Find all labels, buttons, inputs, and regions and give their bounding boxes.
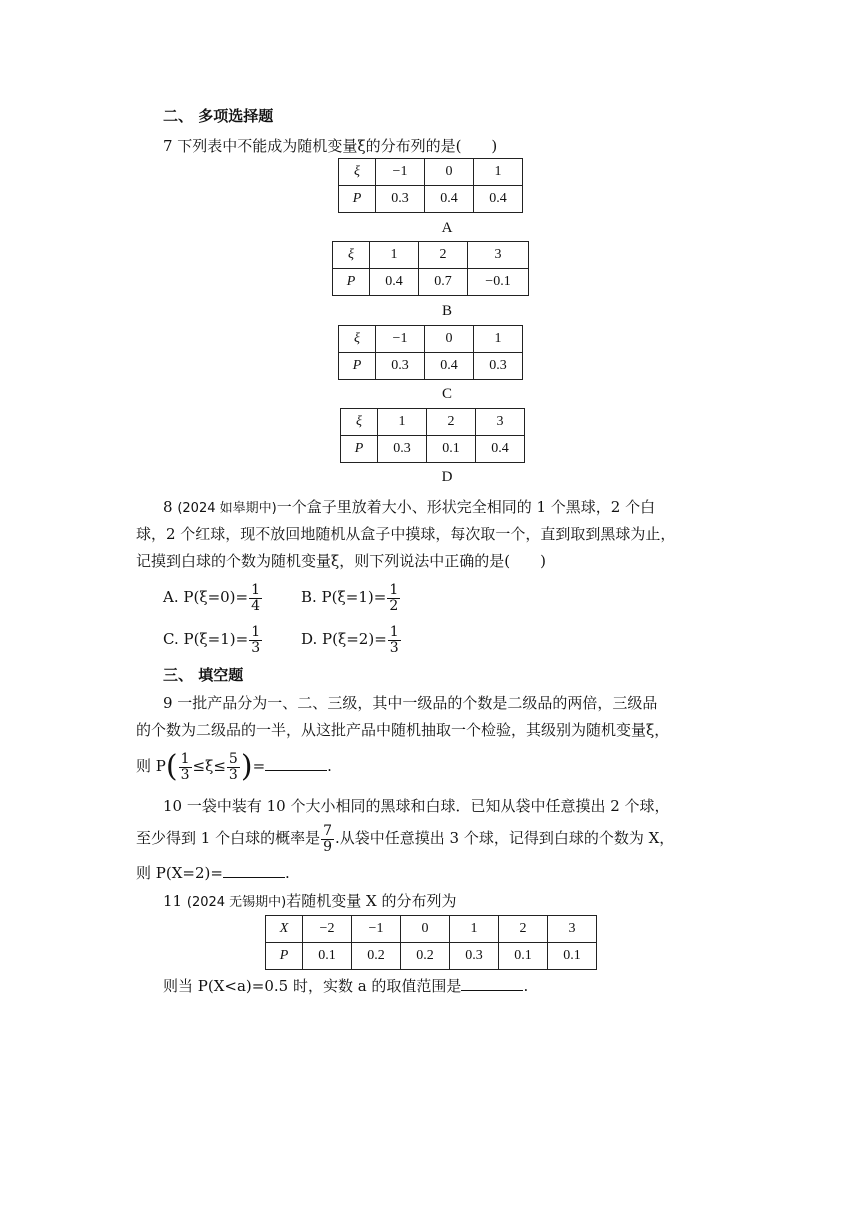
option-8a [163,580,263,614]
table-cell: 0.3 [450,943,499,970]
table-cell: 0.3 [376,186,425,213]
table-cell: 0.7 [419,269,468,296]
section-title-fill-in: 三、 填空题 [163,666,244,684]
fraction [249,625,262,656]
table-cell: 1 [474,159,523,186]
table-cell: 1 [378,409,427,436]
text: 则当 P(X<a)=0.5 时，实数 a 的取值范围是 [163,977,462,995]
option-label: C. P(ξ=1)= [163,630,249,648]
table-cell: −1 [352,916,401,943]
table-option-b [332,241,529,296]
question-11-stem [163,891,456,913]
question-source: (2024 如皋期中) [177,501,277,516]
table-cell: P [333,269,370,296]
table-cell: 2 [419,242,468,269]
table-cell: 3 [476,409,525,436]
text: .从袋中任意摸出 3 个球，记得到白球的个数为 X， [335,829,675,847]
numerator: 1 [251,581,261,598]
table-cell: 2 [499,916,548,943]
question-text: 若随机变量 X 的分布列为 [286,892,457,910]
question-source: (2024 无锡期中) [186,895,287,910]
table-cell: 0.4 [425,353,474,380]
fraction-upper [227,752,240,783]
option-8d [301,622,402,656]
denominator: 4 [251,597,261,614]
option-8c [163,622,263,656]
table-cell: 1 [370,242,419,269]
table-cell: 0 [425,159,474,186]
table-option-a [338,158,523,213]
table-cell: −1 [376,159,425,186]
fraction [387,583,400,614]
question-8-line-3: 记摸到白球的个数为随机变量ξ，则下列说法中正确的是( ) [136,552,546,570]
question-9-line-2: 的个数为二级品的一半，从这批产品中随机抽取一个检验，其级别为随机变量ξ， [136,721,670,739]
denominator: 9 [323,838,333,855]
table-cell: 0.1 [303,943,352,970]
table-cell: 0.4 [370,269,419,296]
question-number: 8 [163,498,173,516]
section-title-multiple-choice: 二、 多项选择题 [163,107,274,125]
caption-c: C [441,386,452,402]
table-option-c [338,325,523,380]
fraction [388,625,401,656]
table-cell: 0.2 [401,943,450,970]
table-cell: 0.4 [474,186,523,213]
table-cell: 0 [425,326,474,353]
answer-blank[interactable] [461,976,523,991]
denominator: 3 [251,639,261,656]
equals: = [252,757,266,775]
table-cell: 3 [468,242,529,269]
table-cell: 0.3 [376,353,425,380]
table-cell: 1 [450,916,499,943]
table-option-d [340,408,525,463]
table-cell: 0.2 [352,943,401,970]
option-label: D. P(ξ=2)= [301,630,387,648]
table-cell: 3 [548,916,597,943]
question-number: 11 [163,892,183,910]
fraction [321,824,334,855]
numerator: 1 [389,581,399,598]
table-cell: P [339,186,376,213]
table-q11 [265,915,597,970]
question-8-line-1 [163,497,655,519]
caption-a: A [441,220,453,236]
question-10-line-1: 10 一袋中装有 10 个大小相同的黑球和白球．已知从袋中任意摸出 2 个球， [163,797,670,815]
table-cell: X [266,916,303,943]
text: 至少得到 1 个白球的概率是 [136,829,321,847]
table-cell: P [339,353,376,380]
table-cell: 2 [427,409,476,436]
prob-prefix: 则 P [136,757,166,775]
table-cell: ξ [339,159,376,186]
table-cell: 0.1 [427,436,476,463]
period: . [284,864,290,882]
option-8b [301,580,401,614]
table-cell: ξ [341,409,378,436]
table-cell: ξ [333,242,370,269]
table-cell: P [341,436,378,463]
caption-b: B [441,303,452,319]
denominator: 3 [389,639,399,656]
period: . [327,757,332,775]
question-text: 一个盒子里放着大小、形状完全相同的 1 个黑球，2 个白 [276,498,656,516]
caption-d: D [441,469,453,485]
option-label: A. P(ξ=0)= [163,588,249,606]
numerator: 1 [389,623,399,640]
table-cell: 0.4 [425,186,474,213]
answer-blank[interactable] [265,756,327,771]
numerator: 7 [323,822,333,839]
paren-open: ( [165,749,178,784]
table-cell: 1 [474,326,523,353]
answer-blank[interactable] [223,863,285,878]
table-cell: 0.3 [474,353,523,380]
numerator: 1 [180,750,190,767]
table-cell: 0.1 [499,943,548,970]
question-9-line-3 [136,748,332,784]
denominator: 3 [228,766,238,783]
question-11-after [163,976,528,996]
text: 则 P(X=2)= [136,864,223,882]
question-7-stem: 7 下列表中不能成为随机变量ξ的分布列的是( ) [163,137,498,155]
table-cell: 0 [401,916,450,943]
table-cell: 0.3 [378,436,427,463]
table-cell: P [266,943,303,970]
question-10-line-3 [136,863,290,883]
table-cell: −2 [303,916,352,943]
period: . [523,977,529,995]
table-cell: −0.1 [468,269,529,296]
paren-close: ) [240,749,253,784]
denominator: 3 [180,766,190,783]
numerator: 1 [251,623,261,640]
question-10-line-2 [136,820,674,856]
question-8-line-2: 球，2 个红球，现不放回地随机从盒子中摸球，每次取一个，直到取到黑球为止， [136,525,676,543]
denominator: 2 [389,597,399,614]
question-9-line-1: 9 一批产品分为一、二、三级，其中一级品的个数是二级品的两倍，三级品 [163,694,658,712]
table-cell: ξ [339,326,376,353]
numerator: 5 [228,750,238,767]
fraction-lower [179,752,192,783]
table-cell: −1 [376,326,425,353]
table-cell: 0.1 [548,943,597,970]
table-cell: 0.4 [476,436,525,463]
inequality: ≤ξ≤ [192,757,226,775]
fraction [249,583,262,614]
option-label: B. P(ξ=1)= [301,588,387,606]
